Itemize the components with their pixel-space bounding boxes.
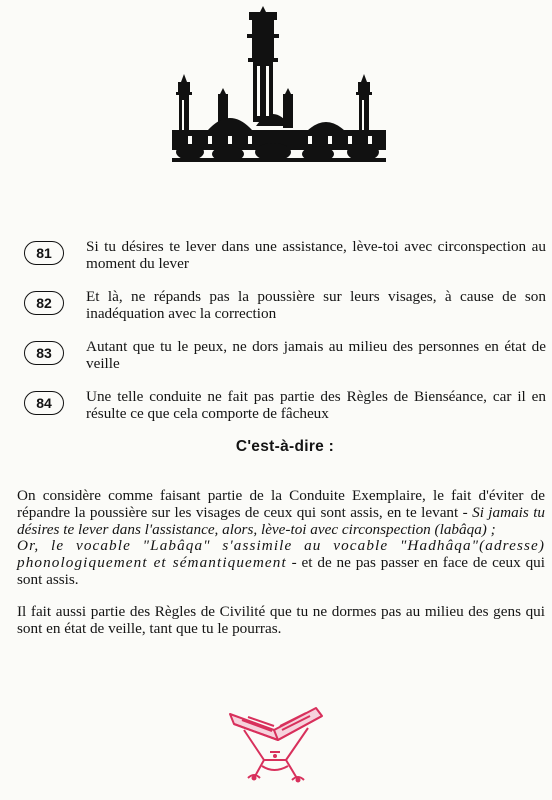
verse-item xyxy=(24,288,546,322)
verse-item xyxy=(24,238,546,272)
verse-number-badge: 81 xyxy=(24,241,64,265)
explanation-paragraph xyxy=(17,488,545,589)
mosque-illustration xyxy=(168,2,390,172)
paragraph-text: - et de ne pas passer en face de ceux qui sont assis. xyxy=(17,554,545,588)
verse-text: Autant que tu le peux, ne dors jamais au milieu des personnes en état de veille xyxy=(86,338,546,372)
verse-number-badge: 83 xyxy=(24,341,64,365)
verse-item xyxy=(24,338,546,372)
verse-text: Et là, ne répands pas la poussière sur leurs visages, à cause de son inadéquation avec la correction xyxy=(86,288,546,322)
verse-item xyxy=(24,388,546,422)
verse-list xyxy=(24,238,546,474)
verse-text: Une telle conduite ne fait pas partie des Règles de Bienséance, car il en résulte ce que cela comporte de fâcheux xyxy=(86,388,546,422)
quran-on-stand-illustration xyxy=(224,700,328,788)
paragraph-italic-text: Si jamais tu désires te lever dans l'assistance, alors, lève-toi avec circonspection (labâqa) ; xyxy=(17,503,546,538)
civility-paragraph: Il fait aussi partie des Règles de Civilité que tu ne dormes pas au milieu des gens qui sont en état de veille, tant que tu le pourras. xyxy=(17,603,545,637)
verse-text: Si tu désires te lever dans une assistance, lève-toi avec circonspection au moment du lever xyxy=(86,238,546,272)
verse-number-badge: 82 xyxy=(24,291,64,315)
section-heading: C'est-à-dire : xyxy=(235,438,335,455)
paragraph-text: On considère comme faisant partie de la Conduite Exemplaire, le fait d'éviter de répandre la poussière sur les visages de ceux qui sont assis, en te levant - xyxy=(17,487,545,521)
paragraph-italic-text: Or, le vocable "Labâqa" s'assimile au vocable "Hadhâqa"(adresse) phonologiquement et sémantiquement xyxy=(17,537,545,572)
verse-number-badge: 84 xyxy=(24,391,64,415)
